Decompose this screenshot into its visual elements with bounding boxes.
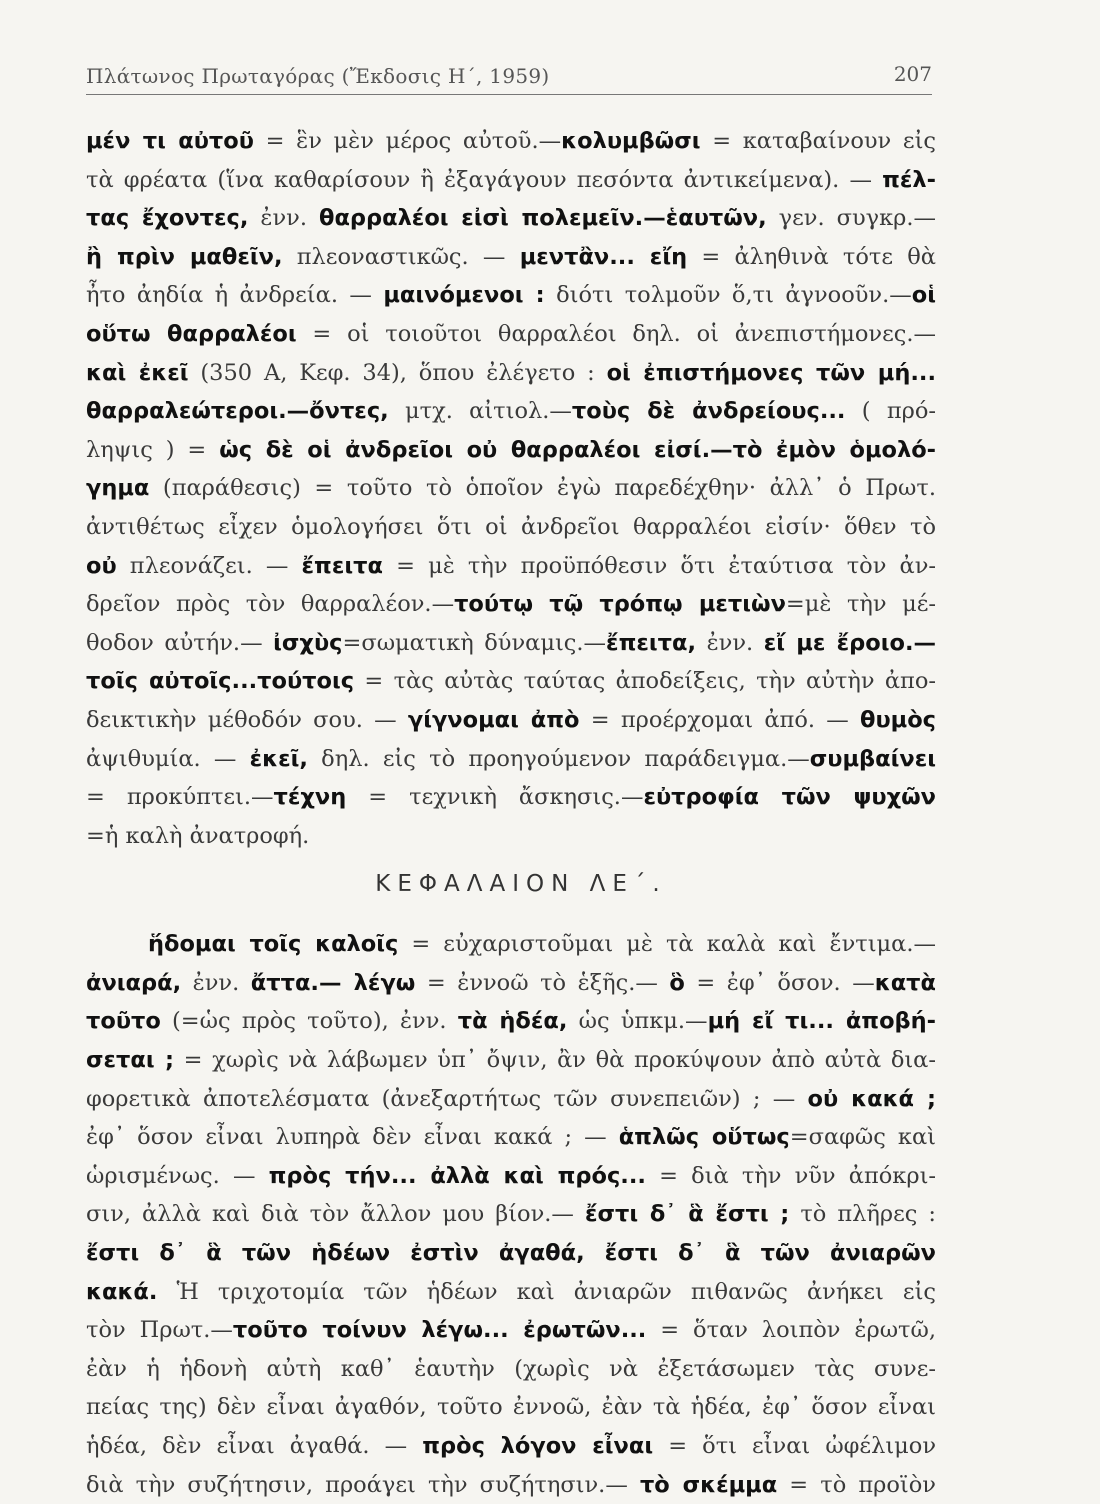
lemma-term: τούτῳ τῷ τρόπῳ μετιὼν [454,591,786,618]
lemma-term: τοὺς δὲ ἀνδρείους... [571,398,846,425]
gloss-text: = μὲ τὴν προϋπόθεσιν ὅτι ἐταύτισα τὸν ἀν- [382,552,937,579]
gloss-text: ὡρισμένως. — [86,1162,269,1189]
lemma-term: γημα [86,475,150,502]
text-line [86,508,936,547]
commentary-section-ch35 [86,925,936,1504]
text-line [86,1080,936,1119]
text-line [86,1118,936,1157]
gloss-text: =σαφῶς καὶ [789,1124,936,1151]
gloss-text: θοδον αὐτήν.— [86,629,274,656]
text-line [86,469,936,508]
commentary-section-ch34 [86,122,936,855]
lemma-term: θυμὸς [859,706,936,733]
gloss-text: = ἓν μὲν μέρος αὐτοῦ.— [253,128,562,154]
lemma-term: ὃ [669,969,685,996]
text-line [86,701,936,740]
lemma-term: σεται ; [86,1047,174,1074]
lemma-term: ἔστι δ᾽ ἃ ἔστι ; [584,1201,790,1228]
text-line [86,199,936,238]
lemma-term: ἐκεῖ, [249,745,308,772]
lemma-term: συμβαίνει [809,745,937,772]
lemma-term: μέν τι αὐτοῦ [86,128,254,154]
lemma-term: κατὰ [874,969,936,996]
text-line [86,1311,936,1350]
lemma-term: ἢ πρὶν μαθεῖν, [86,243,283,270]
gloss-text: =σωματικὴ δύναμις.— [342,629,607,656]
gloss-text: = καταβαίνουν εἰς [700,128,936,154]
page-number: 207 [893,62,932,86]
gloss-text: ἦτο ἀηδία ἡ ἀνδρεία. — [86,282,384,309]
text-line [86,1388,936,1427]
lemma-term: ἁπλῶς οὕτως [618,1124,790,1151]
text-line [86,964,936,1003]
lemma-term: τοῦτο τοίνυν λέγω... ἐρωτῶν... [232,1317,647,1344]
gloss-text: = προέρχομαι ἀπό. — [579,706,860,733]
gloss-text: διὰ τὴν συζήτησιν, προάγει τὴν συζήτησιν.— [86,1471,640,1498]
gloss-text: = προκύπτει.— [86,784,274,811]
lemma-term: ἄττα.— λέγω [250,969,416,996]
text-line [86,431,936,470]
text-line [86,1195,936,1234]
lemma-term: τὰ ἡδέα, [457,1008,568,1035]
text-line [86,1350,936,1389]
gloss-text: = τὰς αὐτὰς ταύτας ἀποδείξεις, τὴν αὐτὴν ἀπο- [354,668,936,695]
lemma-term: κακά. [86,1278,158,1305]
lemma-term: εἴ με ἔροιο.— [763,629,937,656]
lemma-term: τὸ σκέμμα [639,1471,778,1498]
gloss-text: φορετικὰ ἀποτελέσματα (ἀνεξαρτήτως τῶν συνεπειῶν) ; — [86,1085,808,1112]
gloss-text: ἀψιθυμία. — [86,745,250,772]
lemma-term: ἀνιαρά, [86,969,182,996]
gloss-text: τὸν Πρωτ.— [86,1317,233,1344]
text-line [86,392,936,431]
lemma-term: ἥδομαι τοῖς καλοῖς [148,931,399,958]
text-line [86,1002,936,1041]
lemma-term: μαινόμενοι : [383,282,545,309]
text-line [86,778,936,817]
lemma-term: καὶ ἐκεῖ [86,359,189,386]
lemma-term: ὡς δὲ οἱ ἀνδρεῖοι οὐ θαρραλέοι εἰσί.—τὸ ἐμὸν ὁμολό- [219,436,936,463]
lemma-term: ἔπειτα [301,552,383,579]
lemma-term: κολυμβῶσι [561,128,701,154]
gloss-text: (παράθεσις) = τοῦτο τὸ ὁποῖον ἐγὼ παρεδέχθην· ἀλλ᾽ ὁ Πρωτ. [149,475,936,502]
lemma-term: οὕτω θαρραλέοι [86,320,297,347]
text-line [86,1427,936,1466]
gloss-text: δρεῖον πρὸς τὸν θαρραλέον.— [86,591,455,618]
gloss-text: ὡς ὑπκμ.— [567,1008,708,1035]
gloss-text: (350 Α, Κεφ. 34), ὅπου ἐλέγετο : [188,359,607,386]
text-line [86,354,936,393]
text-line [86,740,936,779]
lemma-term: θαρραλέοι εἰσὶ πολεμεῖν.—ἑαυτῶν, [318,205,767,232]
text-line [86,925,936,964]
lemma-term: μεντἂν... εἴη [519,243,688,270]
text-line [86,122,936,161]
gloss-text: ἐφ᾽ ὅσον εἶναι λυπηρὰ δὲν εἶναι κακά ; — [86,1124,619,1151]
text-line [86,1273,936,1312]
text-line [86,1234,936,1273]
gloss-text: ληψις ) = [86,436,220,463]
gloss-text: = ἀληθινὰ τότε θὰ [687,243,936,270]
text-line [86,315,936,354]
text-line [86,161,936,200]
gloss-text: ἐνν. [181,969,251,996]
lemma-term: ἰσχὺς [273,629,343,656]
text-line [86,547,936,586]
gloss-text: ἐνν. [696,629,764,656]
gloss-text: = ἐννοῶ τὸ ἑξῆς.— [415,969,670,996]
lemma-term: γίγνομαι ἀπὸ [407,706,580,733]
gloss-text: πείας της) δὲν εἶναι ἀγαθόν, τοῦτο ἐννοῶ, ἐὰν τὰ ἡδέα, ἐφ᾽ ὅσον εἶναι [86,1394,936,1421]
commentary-text [86,122,936,1504]
text-line [86,276,936,315]
gloss-text: τὰ φρέατα (ἵνα καθαρίσουν ἢ ἐξαγάγουν πεσόντα ἀντικείμενα). — [86,166,883,193]
gloss-text: = τὸ προϊὸν [777,1471,936,1498]
gloss-text: ἡδέα, δὲν εἶναι ἀγαθά. — [86,1433,423,1459]
gloss-text: γεν. συγκρ.— [766,205,937,232]
text-line [86,1041,936,1080]
gloss-text: = χωρὶς νὰ λάβωμεν ὑπ᾽ ὄψιν, ἂν θὰ προκύψουν ἀπὸ αὐτὰ δια- [173,1047,936,1074]
lemma-term: τέχνη [273,784,347,811]
lemma-term: πρὸς λόγον εἶναι [422,1433,654,1459]
lemma-term: οἱ ἐπιστήμονες τῶν μή... [606,359,936,386]
lemma-term: εὐτροφία τῶν ψυχῶν [643,784,936,811]
gloss-text: = διὰ τὴν νῦν ἀπόκρι- [645,1162,937,1189]
gloss-text: μτχ. αἰτιολ.— [388,398,572,425]
gloss-text: δεικτικὴν μέθοδόν σου. — [86,706,408,733]
text-line [86,624,936,663]
gloss-text: τὸ πλῆρες : [789,1201,936,1228]
gloss-text: Ἡ τριχοτομία τῶν ἡδέων καὶ ἀνιαρῶν πιθανῶς ἀνήκει εἰς [157,1278,936,1305]
text-line [86,1466,936,1504]
lemma-term: οὐ [86,552,117,579]
gloss-text: = ἐφ᾽ ὅσον. — [684,969,875,996]
text-line [86,585,936,624]
text-line [86,817,936,856]
gloss-text: πλεοναστικῶς. — [282,243,520,270]
lemma-term: ἔστι δ᾽ ἃ τῶν ἡδέων ἐστὶν ἀγαθά, ἔστι δ᾽ ἃ τῶν ἀνιαρῶν [86,1240,936,1267]
gloss-text: ἐὰν ἡ ἡδονὴ αὐτὴ καθ᾽ ἑαυτὴν (χωρὶς νὰ ἐξετάσωμεν τὰς συνε- [86,1355,936,1382]
gloss-text: =ἡ καλὴ ἀνατροφή. [86,822,310,849]
text-line [86,662,936,701]
lemma-term: πρὸς τήν... ἀλλὰ καὶ πρός... [268,1162,646,1189]
lemma-term: οἱ [911,282,936,309]
gloss-text: =μὲ τὴν μέ- [785,591,936,618]
chapter-heading: ΚΕΦΑΛΑΙΟΝ ΛΕ΄. [375,871,667,898]
lemma-term: μή εἴ τι... ἀποβή- [707,1008,936,1035]
gloss-text: σιν, ἀλλὰ καὶ διὰ τὸν ἄλλον μου βίον.— [86,1201,585,1228]
gloss-text: = εὐχαριστοῦμαι μὲ τὰ καλὰ καὶ ἔντιμα.— [398,931,937,958]
lemma-term: ἔπειτα, [606,629,697,656]
lemma-term: τοῦτο [86,1008,161,1035]
lemma-term: πέλ- [882,166,936,193]
lemma-term: τας ἔχοντες, [86,205,249,232]
gloss-text: = οἱ τοιοῦτοι θαρραλέοι δηλ. οἱ ἀνεπιστήμονες.— [296,320,936,347]
gloss-text: = ὅτι εἶναι ὠφέλιμον [653,1433,937,1459]
gloss-text: δηλ. εἰς τὸ προηγούμενον παράδειγμα.— [307,745,810,772]
gloss-text: πλεονάζει. — [116,552,302,579]
running-title: Πλάτωνος Πρωταγόρας (Ἔκδοσις Η΄, 1959) [86,64,550,88]
gloss-text: ( πρό- [845,398,936,425]
lemma-term: οὐ κακά ; [807,1085,936,1112]
gloss-text: (=ὡς πρὸς τοῦτο), ἐνν. [160,1008,458,1035]
gloss-text: διότι τολμοῦν ὅ,τι ἀγνοοῦν.— [544,282,912,309]
gloss-text: = τεχνικὴ ἄσκησις.— [346,784,644,811]
lemma-term: θαρραλεώτεροι.—ὄντες, [86,398,389,425]
lemma-term: τοῖς αὐτοῖς...τούτοις [86,668,355,695]
text-line [86,1157,936,1196]
gloss-text: ἀντιθέτως εἶχεν ὁμολογήσει ὅτι οἱ ἀνδρεῖοι θαρραλέοι εἰσίν· ὅθεν τὸ [86,513,936,540]
gloss-text: = ὅταν λοιπὸν ἐρωτῶ, [646,1317,936,1344]
running-header [86,58,932,95]
gloss-text: ἐνν. [248,205,319,232]
text-line [86,238,936,277]
